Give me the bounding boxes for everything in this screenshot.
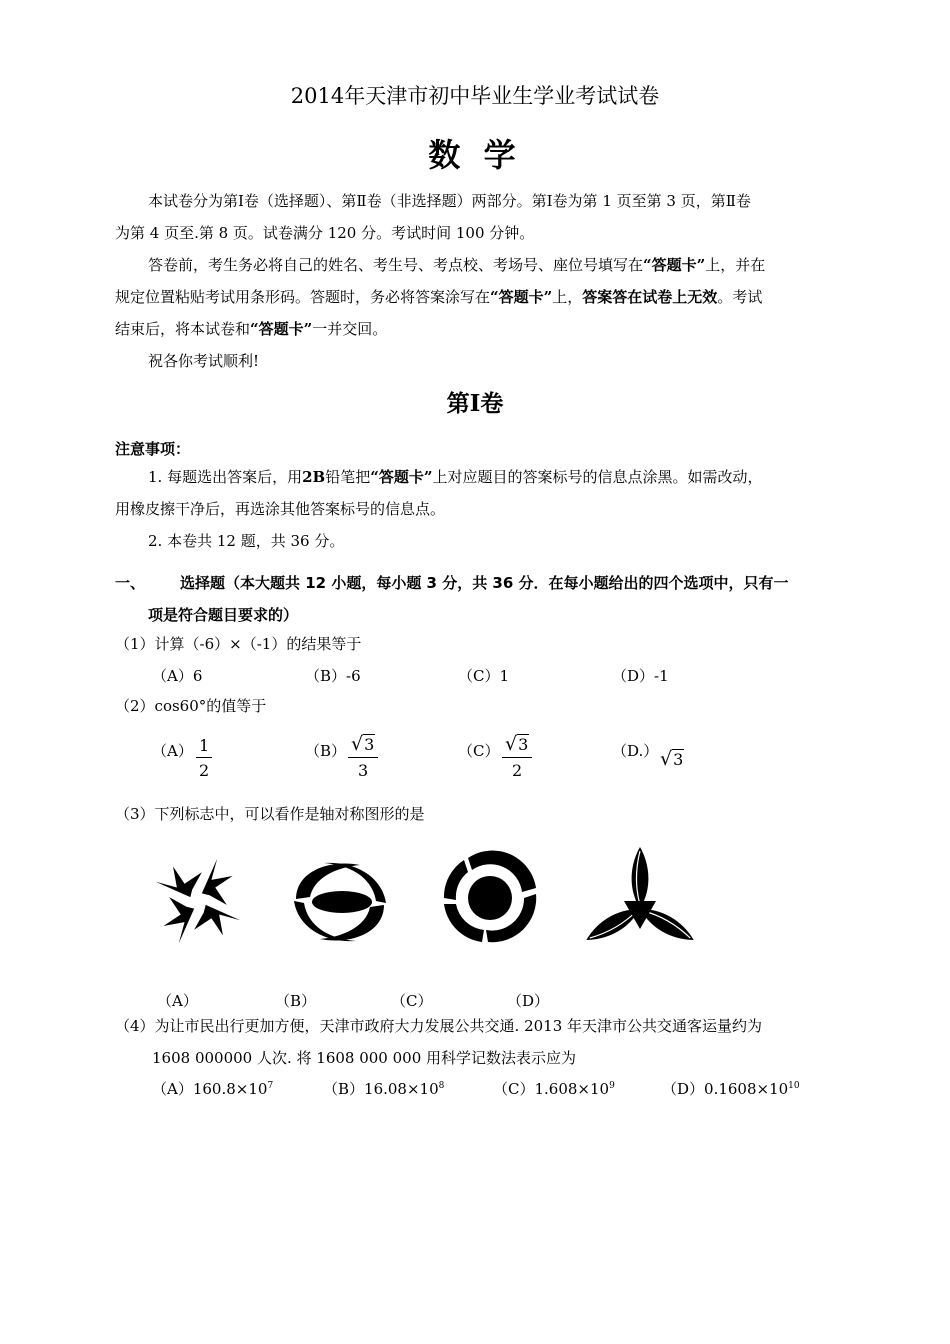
text-run: 答卷前，考生务必将自己的姓名、考生号、考点校、考场号、座位号填写在	[148, 256, 644, 274]
denominator: 2	[512, 761, 523, 780]
option-a-label: （A）	[152, 742, 193, 760]
numerator	[502, 733, 532, 758]
part-number: 一、	[115, 574, 146, 592]
intro-line	[115, 286, 762, 307]
radical-sign: √	[351, 733, 364, 755]
option-b: （B）-6	[305, 667, 361, 685]
text-run: “答题卡”	[250, 320, 313, 338]
star-piece	[156, 866, 202, 897]
text-run: “答题卡”	[370, 468, 433, 486]
question-stem: （1）计算（-6）×（-1）的结果等于	[115, 635, 362, 653]
option-b-label: （B）	[305, 742, 347, 760]
star-pinwheel-icon	[150, 853, 246, 949]
part-heading-line: 项是符合题目要求的）	[148, 606, 299, 624]
question-stem: （2）cos60°的值等于	[115, 697, 267, 715]
numerator	[348, 733, 378, 758]
question-stem: （4）为让市民出行更加方便，天津市政府大力发展公共交通. 2013 年天津市公共交通客运量约为	[115, 1017, 763, 1035]
option-d-value	[660, 748, 684, 770]
radical-sign: √	[660, 748, 673, 770]
numerator: 1	[196, 736, 212, 758]
text-run: 上，	[552, 288, 583, 306]
star-piece	[163, 897, 194, 943]
option-d-label: （D.）	[612, 742, 659, 760]
question-stem: （3）下列标志中，可以看作是轴对称图形的是	[115, 805, 425, 823]
option-c-label: （C）	[458, 742, 500, 760]
text-run: 规定位置粘贴考试用条形码。答题时，务必将答案涂写在	[115, 288, 491, 306]
option-base: （A）160.8×10	[152, 1080, 268, 1098]
text-run: 。考试	[717, 288, 763, 306]
section-title: 第Ⅰ卷	[446, 390, 504, 417]
figure-label-b: （B）	[275, 992, 317, 1010]
radicand: 3	[518, 735, 529, 754]
text-run: “答题卡”	[490, 288, 553, 306]
option-b	[323, 1078, 444, 1099]
radical-sign: √	[505, 733, 518, 755]
subject-title: 数 学	[428, 136, 522, 174]
notice-line	[148, 466, 763, 487]
intro-line: 本试卷分为第Ⅰ卷（选择题）、第Ⅱ卷（非选择题）两部分。第Ⅰ卷为第 1 页至第 3 页，第Ⅱ卷	[148, 192, 751, 210]
option-c: （C）1	[458, 667, 510, 685]
sqrt-expression	[660, 748, 684, 770]
text-run: 1. 每题选出答案后，用	[148, 468, 303, 486]
option-exponent: 7	[267, 1081, 274, 1091]
option-a	[152, 1078, 273, 1099]
figure-label-c: （C）	[391, 992, 433, 1010]
three-petal-icon	[580, 843, 700, 951]
denominator: 2	[199, 761, 210, 780]
text-run: 答案答在试卷上无效	[582, 288, 718, 306]
text-run: 2B	[302, 468, 326, 486]
intro-line: 祝各你考试顺利!	[148, 352, 260, 370]
petal	[632, 847, 649, 909]
crescent-ellipse-icon	[290, 857, 390, 947]
sqrt-expression	[351, 733, 375, 755]
notice-line: 2. 本卷共 12 题，共 36 分。	[148, 532, 345, 550]
option-base: （C）1.608×10	[493, 1080, 610, 1098]
option-c	[493, 1078, 615, 1099]
option-a-fraction	[196, 736, 212, 780]
star-piece	[194, 905, 240, 936]
text-run: “答题卡”	[643, 256, 706, 274]
intro-line: 为第 4 页至.第 8 页。试卷满分 120 分。考试时间 100 分钟。	[115, 224, 535, 242]
exam-title: 2014年天津市初中毕业生学业考试试卷	[290, 84, 660, 108]
option-c-fraction	[502, 733, 532, 780]
sqrt-expression	[505, 733, 529, 755]
intro-line	[148, 254, 765, 275]
option-d: （D）-1	[612, 667, 669, 685]
option-exponent: 10	[788, 1081, 800, 1091]
option-base: （B）16.08×10	[323, 1080, 439, 1098]
text-run: 一并交回。	[312, 320, 388, 338]
option-b-fraction	[348, 733, 378, 780]
option-exponent: 8	[438, 1081, 445, 1091]
question-stem: 1608 000000 人次. 将 1608 000 000 用科学记数法表示应为	[152, 1049, 577, 1067]
radicand: 3	[673, 750, 684, 769]
text-run: 上，并在	[705, 256, 766, 274]
denominator: 3	[358, 761, 369, 780]
figure-label-d: （D）	[507, 992, 550, 1010]
notice-line: 用橡皮擦干净后，再选涂其他答案标号的信息点。	[115, 500, 446, 518]
option-a: （A）6	[152, 667, 203, 685]
text-run: 上对应题目的答案标号的信息点涂黑。如需改动，	[432, 468, 763, 486]
intro-line	[115, 318, 387, 339]
option-exponent: 9	[609, 1081, 615, 1091]
part-heading-line: 选择题（本大题共 12 小题，每小题 3 分，共 36 分．在每小题给出的四个选项中，只有一	[180, 574, 789, 592]
option-d	[662, 1078, 800, 1099]
text-run: 铅笔把	[325, 468, 371, 486]
notice-label: 注意事项：	[115, 440, 191, 458]
text-run: 结束后，将本试卷和	[115, 320, 251, 338]
star-piece	[202, 859, 233, 905]
figure-label-a: （A）	[157, 992, 198, 1010]
option-base: （D）0.1608×10	[662, 1080, 789, 1098]
ring-disc-icon	[438, 850, 542, 946]
radicand: 3	[364, 735, 375, 754]
